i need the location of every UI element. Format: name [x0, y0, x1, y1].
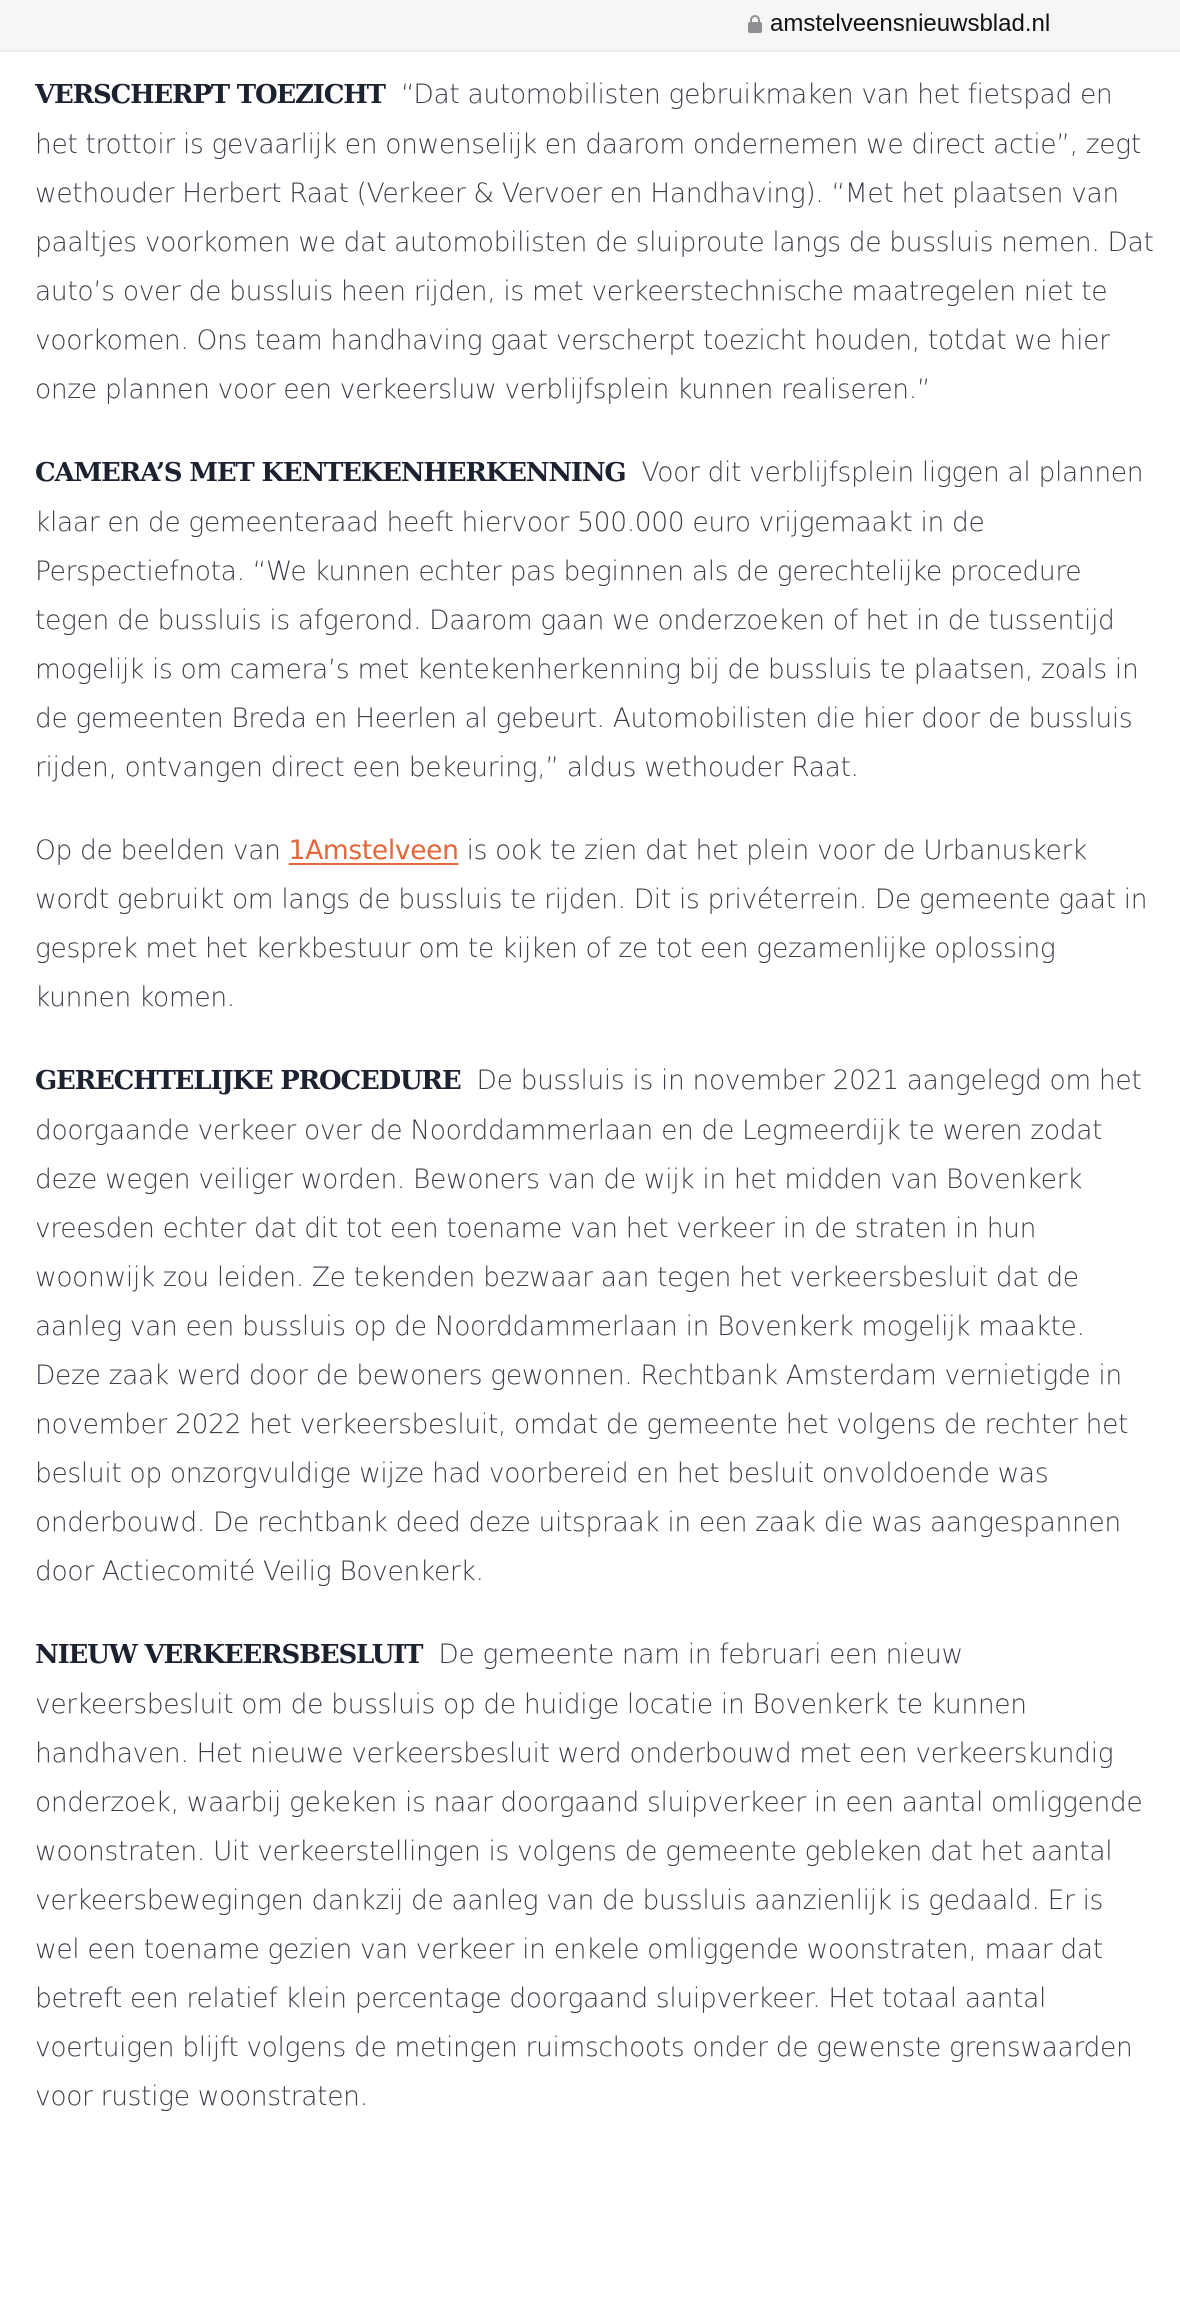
link-1amstelveen[interactable]: 1Amstelveen [288, 835, 459, 866]
paragraph-heading: GERECHTELIJKE PROCEDURE [35, 1066, 461, 1096]
paragraph-gerechtelijke-procedure [35, 1056, 1155, 1596]
paragraph-text-before-link: Op de beelden van [35, 835, 281, 866]
address-bar[interactable] [748, 7, 1050, 41]
paragraph-text: De bussluis is in november 2021 aangelegd om het doorgaande verkeer over de Noorddammerlaan en de Legmeerdijk te weren zodat deze wegen veiliger worden. Bewoners van de wijk in het midden van Bovenkerk vreesden echter dat dit tot een toename van het verkeer in de straten in hun woonwijk zou leiden. Ze tekenden bezwaar aan tegen het verkeersbesluit dat de aanleg van een bussluis op de Noorddammerlaan in Bovenkerk mogelijk maakte. Deze zaak werd door de bewoners gewonnen. Rechtbank Amsterdam vernietigde in november 2022 het verkeersbesluit, omdat de gemeente het volgens de rechter het besluit op onzorgvuldige wijze had voorbereid en het besluit onvoldoende was onderbouwd. De rechtbank deed deze uitspraak in een zaak die was aangespannen door Actiecomité Veilig Bovenkerk. [35, 1065, 1142, 1587]
paragraph-cameras [35, 448, 1155, 792]
paragraph-text: “Dat automobilisten gebruikmaken van het fietspad en het trottoir is gevaarlijk en onwenselijk en daarom ondernemen we direct actie”, zegt wethouder Herbert Raat (Verkeer & Vervoer en Handhaving). “Met het plaatsen van paaltjes voorkomen we dat automobilisten de sluiproute langs de bussluis nemen. Dat auto’s over de bussluis heen rijden, is met verkeerstechnische maatregelen niet te voorkomen. Ons team handhaving gaat verscherpt toezicht houden, totdat we hier onze plannen voor een verkeersluw verblijfsplein kunnen realiseren.” [35, 79, 1154, 405]
paragraph-beelden [35, 826, 1155, 1022]
paragraph-text: Voor dit verblijfsplein liggen al plannen klaar en de gemeenteraad heeft hiervoor 500.000 euro vrijgemaakt in de Perspectiefnota. “We kunnen echter pas beginnen als de gerechtelijke procedure tegen de bussluis is afgerond. Daarom gaan we onderzoeken of het in de tussentijd mogelijk is om camera’s met kentekenherkenning bij de bussluis te plaatsen, zoals in de gemeenten Breda en Heerlen al gebeurt. Automobilisten die hier door de bussluis rijden, ontvangen direct een bekeuring,” aldus wethouder Raat. [35, 457, 1144, 783]
lock-icon [748, 15, 762, 33]
paragraph-heading: CAMERA’S MET KENTEKENHERKENNING [35, 458, 626, 488]
browser-toolbar [0, 0, 1180, 52]
paragraph-text: De gemeente nam in februari een nieuw verkeersbesluit om de bussluis op de huidige locatie in Bovenkerk te kunnen handhaven. Het nieuwe verkeersbesluit werd onderbouwd met een verkeerskundig onderzoek, waarbij gekeken is naar doorgaand sluipverkeer in een aantal omliggende woonstraten. Uit verkeerstellingen is volgens de gemeente gebleken dat het aantal verkeersbewegingen dankzij de aanleg van de bussluis aanzienlijk is gedaald. Er is wel een toename gezien van verkeer in enkele omliggende woonstraten, maar dat betreft een relatief klein percentage doorgaand sluipverkeer. Het totaal aantal voertuigen blijft volgens de metingen ruimschoots onder de gewenste grenswaarden voor rustige woonstraten. [35, 1639, 1143, 2112]
paragraph-text-after-link: is ook te zien dat het plein voor de Urbanuskerk wordt gebruikt om langs de bussluis te rijden. Dit is privéterrein. De gemeente gaat in gesprek met het kerkbestuur om te kijken of ze tot een gezamenlijke oplossing kunnen komen. [35, 835, 1148, 1013]
article-body [35, 70, 1155, 2155]
paragraph-heading: VERSCHERPT TOEZICHT [35, 80, 385, 110]
paragraph-nieuw-verkeersbesluit [35, 1630, 1155, 2121]
paragraph-heading: NIEUW VERKEERSBESLUIT [35, 1640, 423, 1670]
paragraph-verscherpt-toezicht [35, 70, 1155, 414]
url-text[interactable]: amstelveensnieuwsblad.nl [770, 10, 1051, 37]
